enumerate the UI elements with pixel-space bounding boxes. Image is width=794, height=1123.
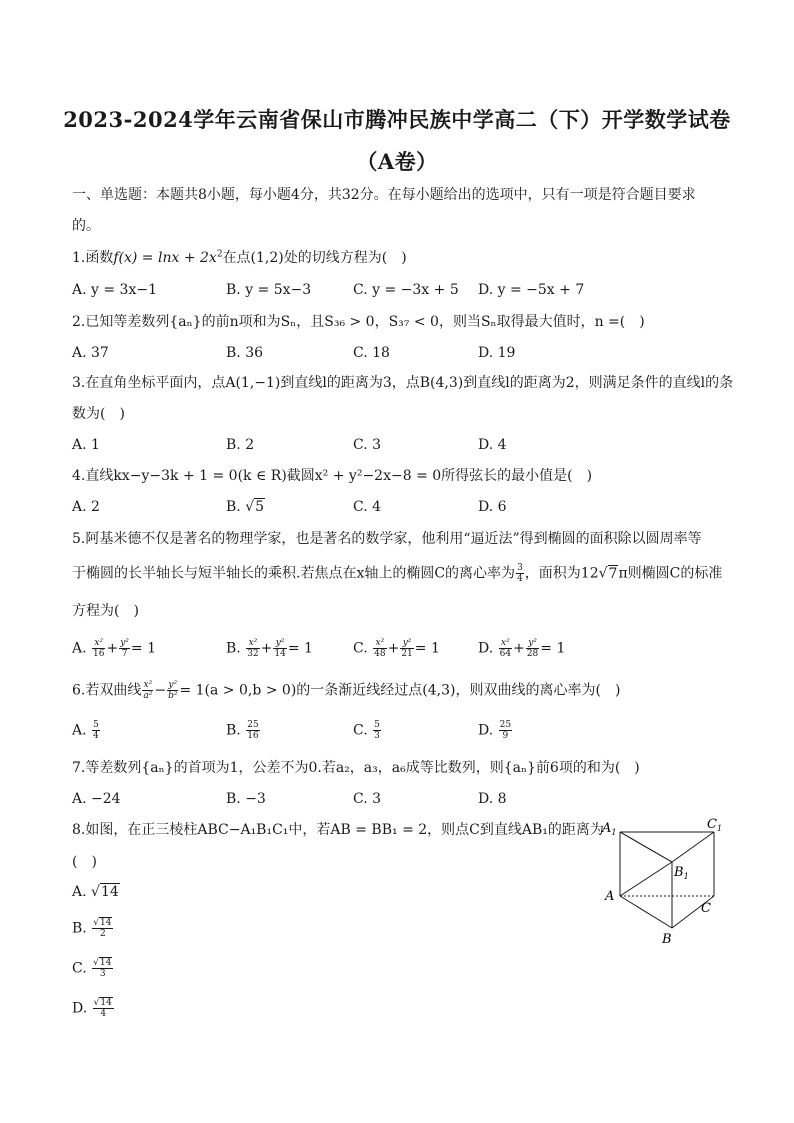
q4-b-radicand: 5 [255,499,265,515]
q8-option-c: C. $\frac{√14}{3}$ [72,958,112,979]
q7-option-b: B. −3 [226,791,266,807]
q4-option-d: D. 6 [478,499,507,515]
edge-a-b [620,896,672,928]
label-b1: $B_1$ [674,865,689,881]
question-5-cont2: 方程为( ) [72,603,139,619]
segment-a-b1 [620,862,672,896]
q1-func: f(x) = lnx + 2x [113,250,217,266]
question-3: 3.在直角坐标平面内，点A(1,−1)到直线l的距离为3，点B(4,3)到直线l的距离为2，则满足条件的直线l的条 [72,375,734,391]
q1-option-a: A. y = 3x−1 [72,282,157,298]
q7-option-d: D. 8 [478,791,507,807]
label-a1: $A_1$ [602,821,617,837]
section-header-cont: 的。 [72,218,100,234]
q3-option-d: D. 4 [478,437,507,453]
q6-option-d: D. $\frac{25}{9}$ [478,720,512,741]
label-c: C [701,901,711,916]
exam-title-sub: （A卷） [356,149,438,174]
q5-eccentricity-fraction: $\frac{3}{4}$ [517,563,523,584]
q2-option-a: A. 37 [72,345,109,361]
q1-option-c: C. y = −3x + 5 [353,282,459,298]
q5-option-b: B. $\frac{\text{x²}}{32}$ + $\frac{\text{y²}}{14}$ = 1 [226,638,313,659]
q3-option-a: A. 1 [72,437,100,453]
segment-a1-b1-diag [620,832,672,862]
question-5-cont: 于椭圆的长半轴长与短半轴长的乘积.若焦点在x轴上的椭圆C的离心率为 $\frac{3}{4}$ ，面积为12√7π则椭圆C的标准 [72,563,723,584]
q2-option-d: D. 19 [478,345,516,361]
label-a: A [605,889,615,904]
q8-option-b: B. $\frac{√14}{2}$ [72,918,112,939]
q8-option-a: A. √14 [72,884,119,900]
q1-option-d: D. y = −5x + 7 [478,282,585,298]
question-4: 4.直线kx−y−3k + 1 = 0(k ∈ R)截圆x² + y²−2x−8 = 0所得弦长的最小值是( ) [72,468,593,484]
q5-option-c: C. $\frac{\text{x²}}{48}$ + $\frac{\text{y²}}{21}$ = 1 [353,638,440,659]
q8-option-d: D. $\frac{√14}{4}$ [72,998,112,1019]
q3-option-c: C. 3 [353,437,382,453]
exam-title: 2023-2024学年云南省保山市腾冲民族中学高二（下）开学数学试卷 [63,107,731,132]
edge-b1-c1 [672,832,714,862]
prism-figure [596,816,736,950]
question-6: 6.若双曲线 $\frac{\text{x²}}{\text{a²}}$ − $\frac{\text{y²}}{\text{b²}}$ = 1(a > 0,b > 0)的一条渐近线经过点(4,3)，则双曲线的离心率为( ) [72,680,621,701]
question-5: 5.阿基米德不仅是著名的物理学家，也是著名的数学家，他利用“逼近法”得到椭圆的面积除以圆周率等 [72,531,702,547]
q7-option-c: C. 3 [353,791,382,807]
q2-option-b: B. 36 [226,345,264,361]
question-8: 8.如图，在正三棱柱ABC−A₁B₁C₁中，若AB = BB₁ = 2，则点C到直线AB₁的距离为 [72,822,604,838]
q1-pre: 1.函数 [72,250,114,266]
q1-option-b: B. y = 5x−3 [226,282,312,298]
q2-option-c: C. 18 [353,345,390,361]
q7-option-a: A. −24 [72,791,121,807]
question-8-cont: ( ) [72,854,97,870]
section-header: 一、单选题：本题共8小题，每小题4分，共32分。在每小题给出的选项中，只有一项是符合题目要求 [72,187,696,203]
q6-option-c: C. $\frac{5}{3}$ [353,720,380,741]
q6-option-a: A. $\frac{5}{4}$ [72,720,99,741]
question-2: 2.已知等差数列{aₙ}的前n项和为Sₙ，且S₃₆ > 0，S₃₇ < 0，则当Sₙ取得最大值时，n =( ) [72,314,645,330]
q1-mid: 在点(1,2)处的切线方程为( ) [222,250,407,266]
q5-option-d: D. $\frac{\text{x²}}{64}$ + $\frac{\text{y²}}{28}$ = 1 [478,638,566,659]
q4-option-c: C. 4 [353,499,382,515]
q4-option-a: A. 2 [72,499,100,515]
q1-exp: 2 [216,249,223,260]
question-7: 7.等差数列{aₙ}的首项为1，公差不为0.若a₂，a₃，a₆成等比数列，则{aₙ}前6项的和为( ) [72,760,640,776]
q3-option-b: B. 2 [226,437,255,453]
q5-option-a: A. $\frac{\text{x²}}{16}$ + $\frac{\text{y²}}{7}$ = 1 [72,638,156,659]
label-b: B [662,932,672,947]
question-3-cont: 数为( ) [72,406,125,422]
label-c1: $C_1$ [707,817,723,833]
question-1 [72,248,407,268]
q4-option-b: B. √5 [226,499,265,515]
q6-option-b: B. $\frac{25}{16}$ [226,720,259,741]
